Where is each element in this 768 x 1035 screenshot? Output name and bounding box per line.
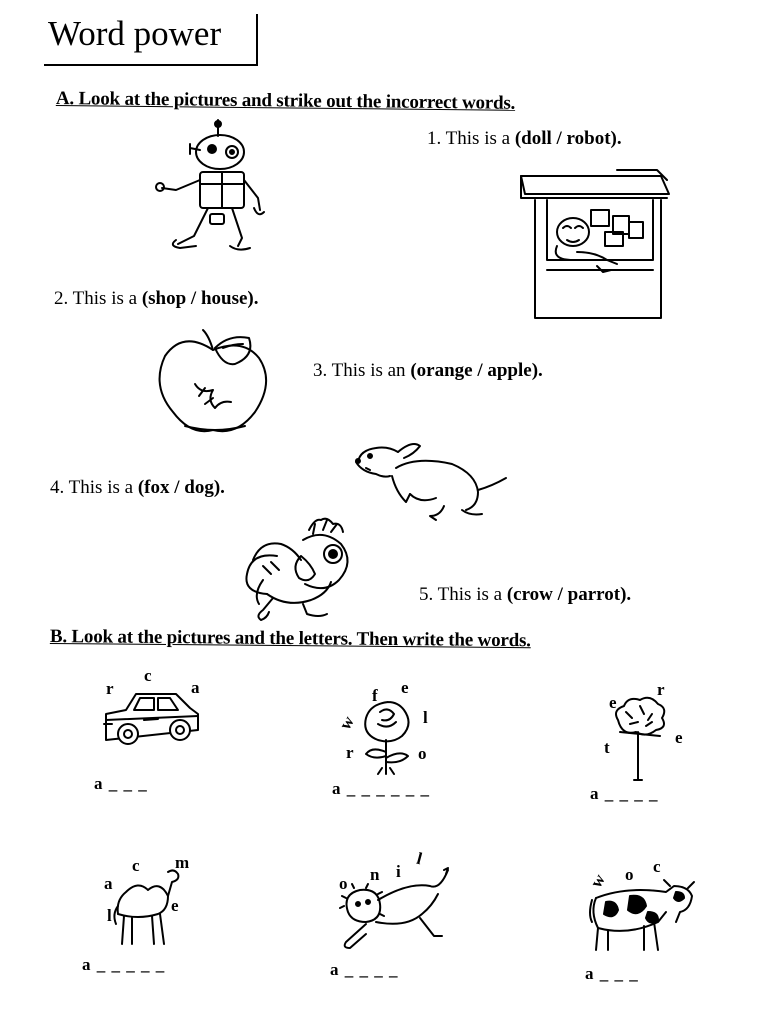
item-5-number: 5. [419, 584, 434, 605]
puzzle-car-letter-3: a [191, 678, 200, 697]
puzzle-flower-letter-1: f [372, 686, 378, 705]
puzzle-car-letter-2: c [144, 666, 152, 685]
apple-picture [155, 328, 275, 438]
section-b-heading: B. Look at the pictures and the letters. Then write the words. [49, 626, 531, 652]
item-3-sentence [313, 360, 543, 382]
puzzle-tree-letter-2: r [657, 680, 665, 699]
flower-picture [358, 696, 418, 776]
puzzle-flower-letter-3: w [335, 712, 359, 733]
section-a-heading: A. Look at the pictures and strike out the incorrect words. [55, 88, 516, 114]
puzzle-tree-letter-3: e [675, 728, 683, 747]
puzzle-lion-letter-2: n [370, 865, 380, 884]
item-2-sentence [54, 288, 258, 310]
cow-picture [588, 878, 696, 952]
item-1-sentence [427, 128, 622, 150]
item-4-sentence [50, 477, 225, 499]
puzzle-lion-blank: a _ _ _ _ [330, 960, 399, 979]
puzzle-camel-blank: a _ _ _ _ _ [82, 955, 166, 974]
page-title: Word power [48, 14, 222, 53]
car-picture [100, 690, 200, 750]
item-4-number: 4. [50, 477, 65, 498]
puzzle-flower-letter-5: r [346, 743, 354, 762]
puzzle-lion-letter-1: o [339, 874, 348, 893]
puzzle-flower-letter-4: l [423, 708, 428, 727]
item-2-stem: This is a [72, 288, 138, 309]
puzzle-camel-letter-5: l [107, 906, 112, 925]
puzzle-cow-letter-3: c [653, 857, 661, 876]
item-2-choices: (shop / house). [141, 288, 259, 309]
item-4-choices: (fox / dog). [137, 477, 225, 498]
puzzle-lion-letter-4: l [414, 848, 425, 869]
puzzle-flower-blank: a _ _ _ _ _ _ [332, 779, 430, 798]
item-3-number: 3. [313, 360, 328, 381]
item-5-stem: This is a [437, 584, 503, 605]
item-1-choices: (doll / robot). [514, 128, 622, 149]
item-4-stem: This is a [68, 477, 134, 498]
puzzle-cow-blank: a _ _ _ [585, 964, 639, 983]
item-1-stem: This is a [445, 128, 511, 149]
puzzle-cow-letter-1: w [586, 870, 610, 891]
tree-picture [610, 694, 670, 782]
puzzle-car-blank: a _ _ _ [94, 774, 148, 793]
puzzle-camel-letter-1: c [132, 856, 140, 875]
lion-picture [340, 866, 450, 952]
item-5-sentence [419, 584, 631, 606]
puzzle-tree-letter-1: e [609, 693, 617, 712]
shop-picture [517, 166, 671, 322]
item-3-choices: (orange / apple). [410, 360, 543, 381]
item-3-stem: This is an [331, 360, 406, 381]
item-2-number: 2. [54, 288, 69, 309]
item-1-number: 1. [427, 128, 442, 149]
puzzle-lion-letter-3: i [396, 862, 401, 881]
robot-picture [150, 118, 270, 258]
puzzle-camel-letter-2: m [175, 853, 190, 872]
puzzle-car-letter-1: r [106, 679, 114, 698]
puzzle-tree-blank: a _ _ _ _ [590, 784, 659, 803]
puzzle-tree-letter-4: t [604, 738, 610, 757]
puzzle-flower-letter-2: e [401, 678, 409, 697]
dog-picture [352, 440, 508, 524]
parrot-picture [243, 516, 361, 624]
puzzle-flower-letter-6: o [418, 744, 427, 763]
item-5-choices: (crow / parrot). [506, 584, 632, 605]
puzzle-camel-letter-3: a [104, 874, 113, 893]
puzzle-cow-letter-2: o [625, 865, 634, 884]
puzzle-camel-letter-4: e [171, 896, 179, 915]
camel-picture [112, 866, 182, 946]
